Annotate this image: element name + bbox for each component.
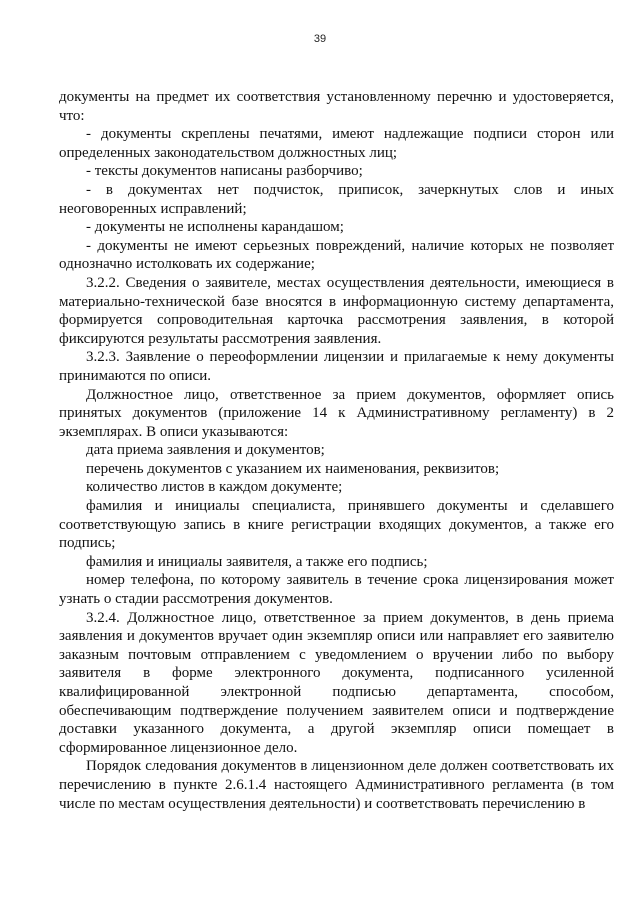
paragraph: - документы не имеют серьезных повреждений, наличие которых не позволяет однозначно истолковать их содержание;	[59, 237, 614, 273]
document-body	[59, 88, 614, 813]
paragraph: - в документах нет подчисток, приписок, зачеркнутых слов и иных неоговоренных исправлений;	[59, 181, 614, 217]
paragraph: дата приема заявления и документов;	[86, 442, 325, 459]
paragraph: Должностное лицо, ответственное за прием документов, оформляет опись принятых документов (приложение 14 к Административному регламенту) в 2 экземплярах. В описи указываются:	[59, 386, 614, 440]
paragraph: фамилия и инициалы специалиста, принявшего документы и сделавшего соответствующую запись в книге регистрации входящих документов, а также его подпись;	[59, 498, 614, 552]
paragraph: 3.2.3. Заявление о переоформлении лицензии и прилагаемые к нему документы принимаются по описи.	[59, 349, 614, 384]
paragraph: - документы скреплены печатями, имеют надлежащие подписи сторон или определенных законодательством должностных лиц;	[59, 126, 614, 161]
paragraph: фамилия и инициалы заявителя, а также его подпись;	[86, 553, 428, 570]
paragraph: - тексты документов написаны разборчиво;	[86, 163, 363, 180]
page-number: 39	[313, 33, 327, 45]
paragraph: 3.2.4. Должностное лицо, ответственное за прием документов, в день приема заявления и документов вручает один экземпляр описи или направляет его заявителю заказным почтовым отправлением с уведомлением о вручении либо по выбору заявителя в форме электронного документа, подписанного усиленной квалифицированной электронной подписью департамента, способом, обеспечивающим подтверждение получением заявителем описи и подтверждение доставки указанного документа, а другой экземпляр описи помещает в сформированное лицензионное дело.	[59, 609, 614, 756]
paragraph: количество листов в каждом документе;	[86, 479, 343, 496]
paragraph: перечень документов с указанием их наименования, реквизитов;	[86, 460, 500, 477]
paragraph: 3.2.2. Сведения о заявителе, местах осуществления деятельности, имеющиеся в материально-технической базе вносятся в информационную систему департамента, формируется сопроводительная карточка рассмотрения заявления, в которой фиксируются результаты рассмотрения заявления.	[59, 274, 614, 347]
paragraph: Порядок следования документов в лицензионном деле должен соответствовать их перечислению в пункте 2.6.1.4 настоящего Административного регламента (в том числе по местам осуществления деятельности) и соответствовать перечислению в	[59, 758, 614, 812]
paragraph: документы на предмет их соответствия установленному перечню и удостоверяется, что:	[59, 89, 614, 124]
paragraph: - документы не исполнены карандашом;	[86, 219, 344, 236]
paragraph: номер телефона, по которому заявитель в течение срока лицензирования может узнать о стадии рассмотрения документов.	[59, 572, 614, 608]
